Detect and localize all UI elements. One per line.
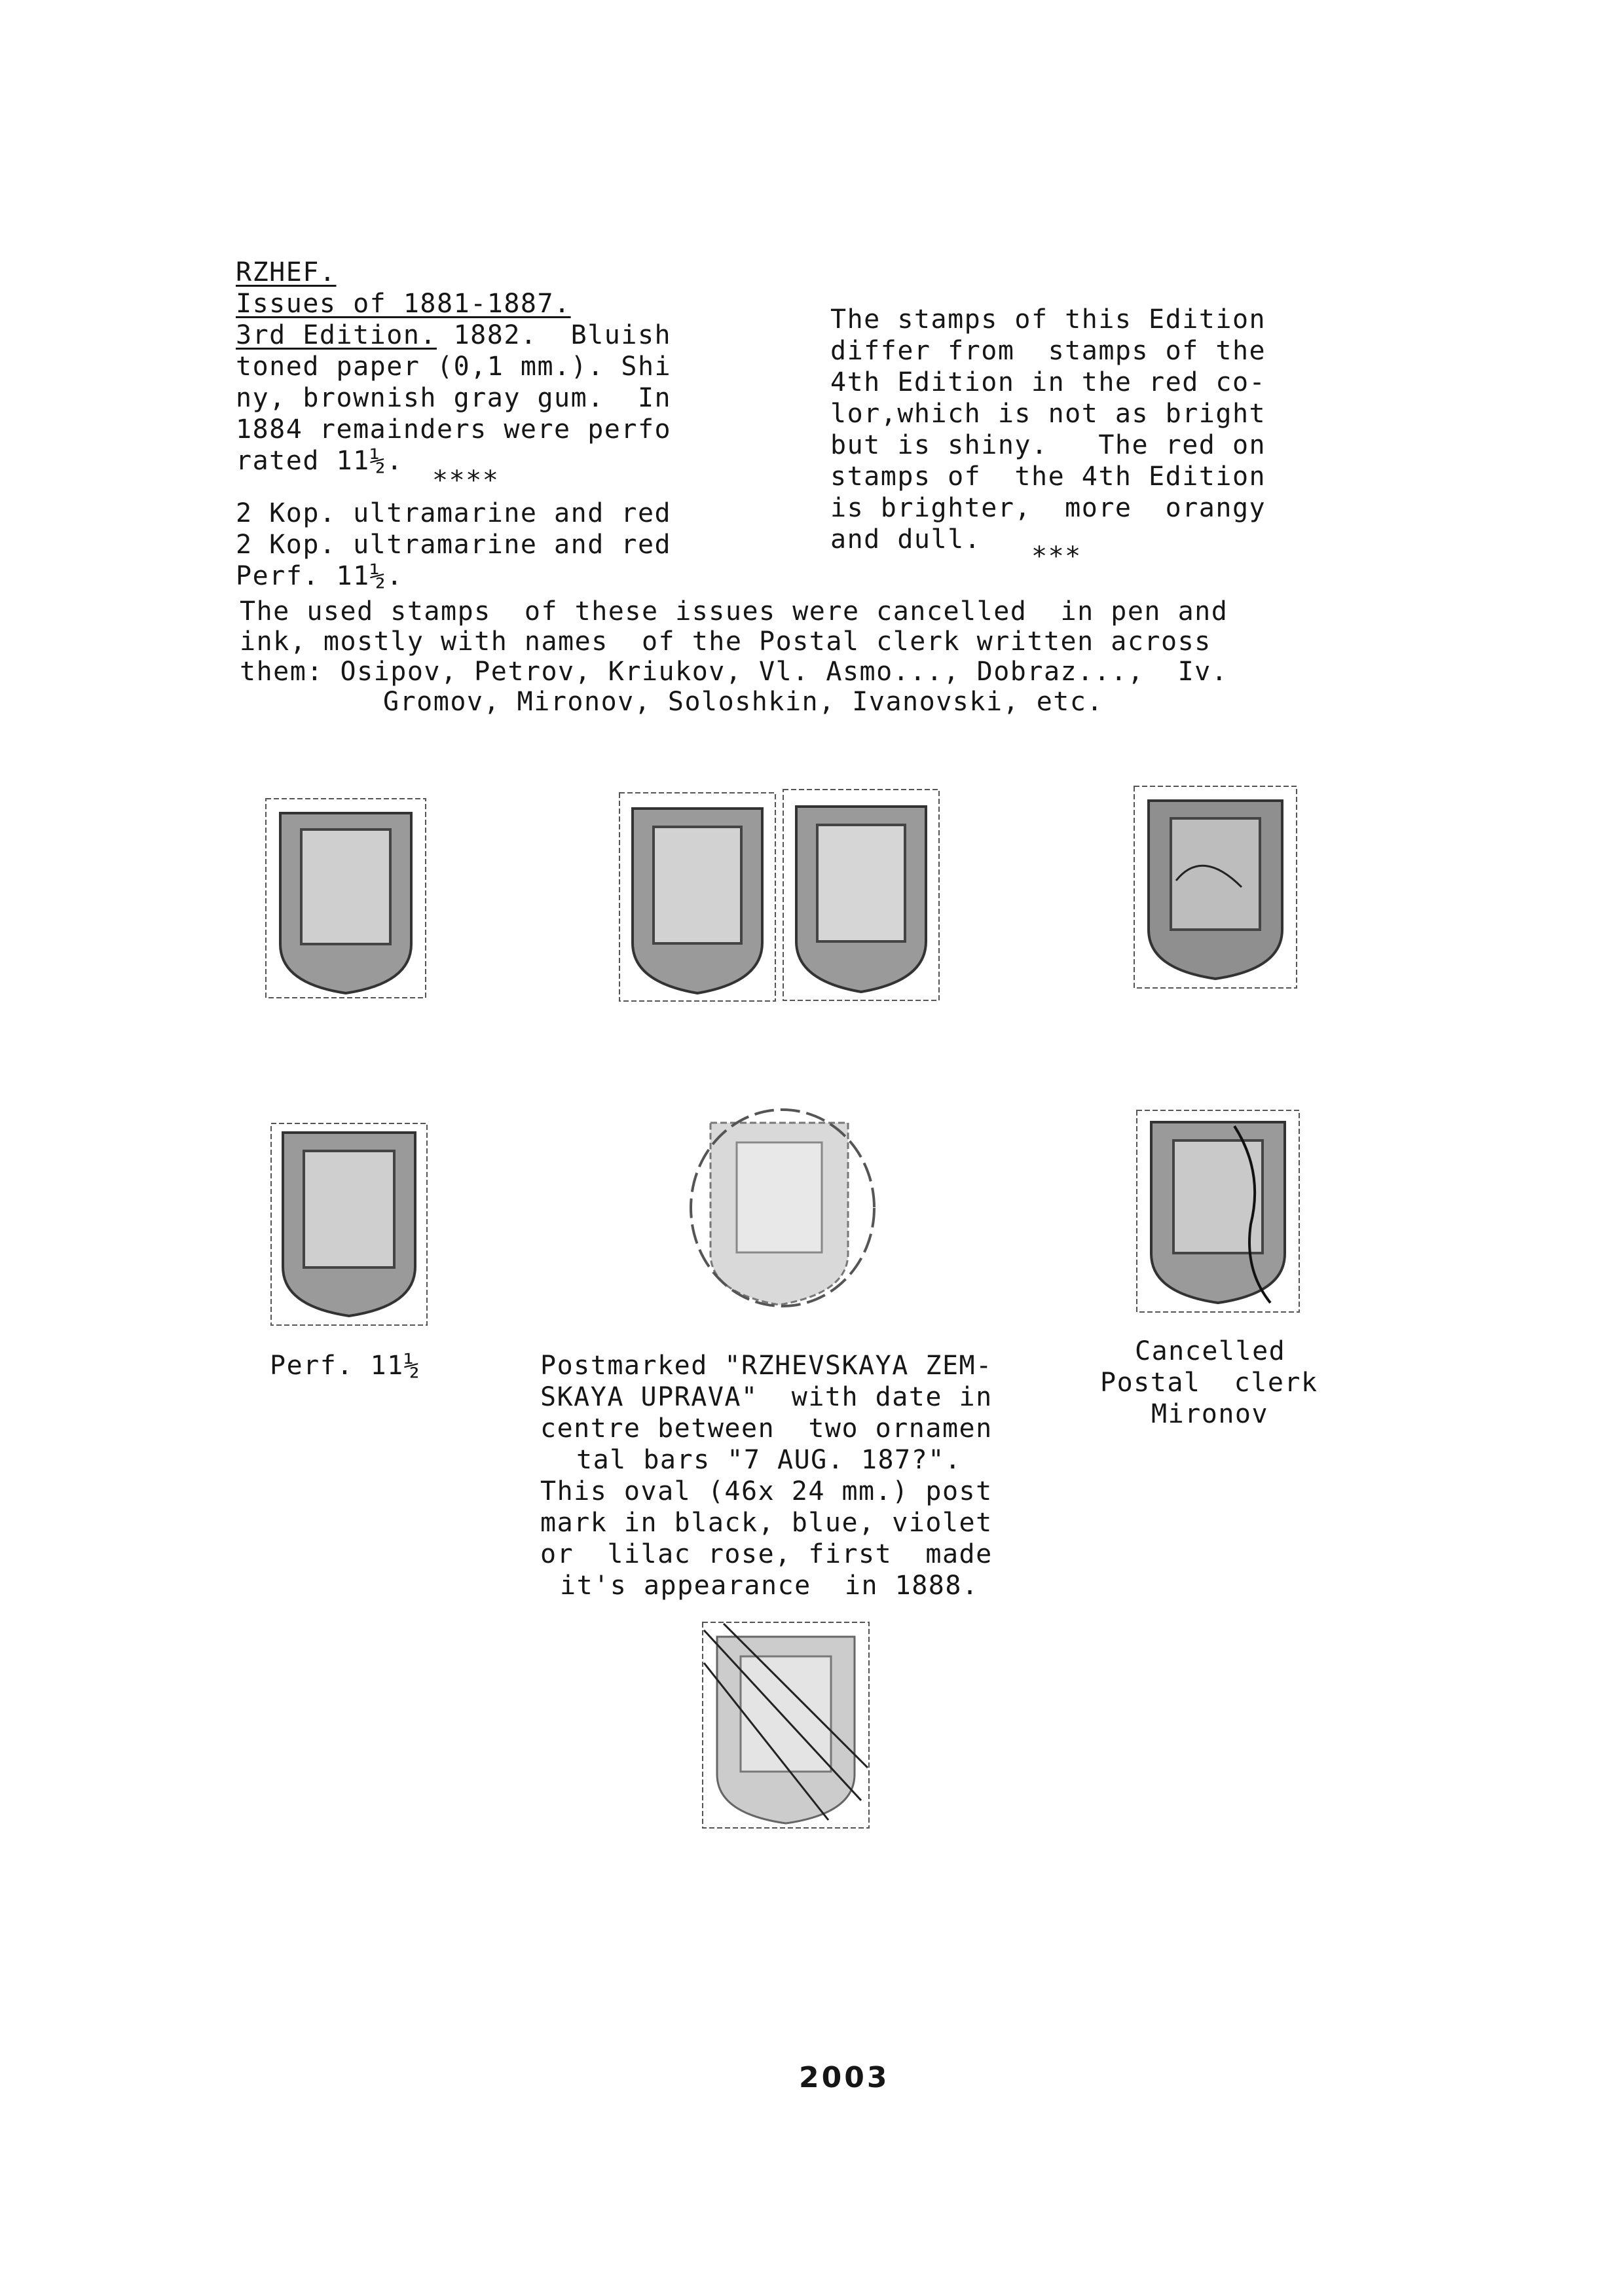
postmark-caption-line: Postmarked "RZHEVSKAYA ZEM- xyxy=(540,1351,993,1381)
cancel-paragraph-line: The used stamps of these issues were cancelled in pen and xyxy=(240,596,1228,627)
right-text-line: is brighter, more orangy xyxy=(830,493,1266,523)
left-text-line: rated 11½. xyxy=(236,446,403,476)
cancel-paragraph-line: Gromov, Mironov, Soloshkin, Ivanovski, etc. xyxy=(383,687,1104,717)
stamp-image xyxy=(684,1103,881,1319)
stamp-5 xyxy=(684,1103,881,1319)
right-text-line: but is shiny. The red on xyxy=(830,430,1266,460)
right-text-line: and dull. xyxy=(830,524,982,555)
right-text-line: lor,which is not as bright xyxy=(830,399,1266,429)
right-text-line: 4th Edition in the red co- xyxy=(830,367,1266,397)
stamp-list-item: 2 Kop. ultramarine and red xyxy=(236,530,672,560)
postmark-caption-line: SKAYA UPRAVA" with date in xyxy=(540,1382,993,1412)
stamp-image xyxy=(1130,782,1301,992)
cancelled-caption-line: Postal clerk xyxy=(1100,1368,1318,1398)
cancelled-caption-line: Mironov xyxy=(1151,1399,1269,1429)
stamp-image xyxy=(267,1120,431,1329)
stamp-image xyxy=(261,793,431,1003)
city-heading: RZHEF. xyxy=(236,257,337,287)
stamp-4 xyxy=(267,1120,431,1329)
cancel-paragraph-line: them: Osipov, Petrov, Kriukov, Vl. Asmo..., Dobraz..., Iv. xyxy=(240,657,1228,687)
postmark-caption-line: mark in black, blue, violet xyxy=(540,1508,993,1538)
stamp-image xyxy=(697,1617,874,1833)
right-text-line: stamps of the 4th Edition xyxy=(830,462,1266,492)
right-text-line: The stamps of this Edition xyxy=(830,304,1266,335)
stamp-1 xyxy=(261,793,431,1003)
postmark-caption-line: centre between two ornamen xyxy=(540,1413,993,1444)
right-text-line: differ from stamps of the xyxy=(830,336,1266,366)
left-text-line: ny, brownish gray gum. In xyxy=(236,383,672,413)
edition-line-rest: 1882. Bluish xyxy=(436,320,672,350)
stamp-image xyxy=(616,789,779,1005)
stamp-list-item: 2 Kop. ultramarine and red xyxy=(236,498,672,528)
stamp-image xyxy=(1133,1106,1303,1316)
page-number: 2003 xyxy=(799,2061,890,2094)
separator-stars: *** xyxy=(1031,541,1082,572)
edition-line xyxy=(236,319,671,351)
issues-heading: Issues of 1881-1887. xyxy=(236,289,571,319)
stamp-3 xyxy=(1130,782,1301,992)
cancel-paragraph-line: ink, mostly with names of the Postal clerk written across xyxy=(240,627,1211,657)
left-text-line: 1884 remainders were perfo xyxy=(236,414,672,445)
stamp-7 xyxy=(697,1617,874,1833)
stamp-6 xyxy=(1133,1106,1303,1316)
edition-label: 3rd Edition. xyxy=(236,320,437,350)
postmark-caption-line: it's appearance in 1888. xyxy=(560,1571,979,1601)
stamp-2b xyxy=(779,786,943,1005)
stamp-2a xyxy=(616,789,779,1005)
postmark-caption-line: tal bars "7 AUG. 187?". xyxy=(576,1445,962,1475)
perf-caption: Perf. 11½ xyxy=(270,1351,421,1381)
stamp-list-item: Perf. 11½. xyxy=(236,561,403,591)
postmark-caption-line: or lilac rose, first made xyxy=(540,1539,993,1569)
left-text-line: toned paper (0,1 mm.). Shi xyxy=(236,352,672,382)
stamp-image xyxy=(779,786,943,1005)
separator-stars: **** xyxy=(432,465,500,496)
postmark-caption-line: This oval (46x 24 mm.) post xyxy=(540,1476,993,1506)
cancelled-caption-line: Cancelled xyxy=(1135,1336,1286,1366)
